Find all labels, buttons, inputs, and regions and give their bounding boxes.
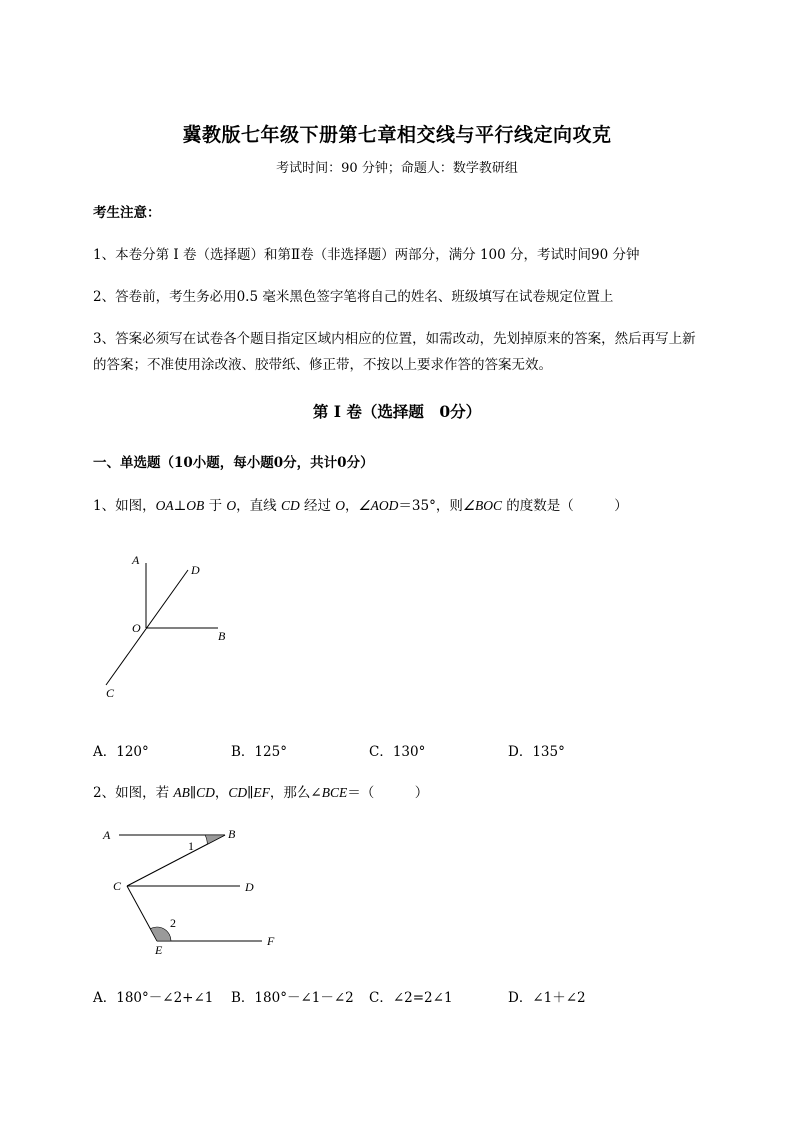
label-b: B	[218, 629, 226, 643]
question-2-figure	[95, 820, 295, 955]
label-angle-1: 1	[188, 839, 194, 853]
page-title: 冀教版七年级下册第七章相交线与平行线定向攻克	[182, 124, 612, 146]
label-d: D	[191, 563, 200, 577]
label-angle-2: 2	[170, 916, 176, 930]
question-2-option-a[interactable]: A．180°－∠2+∠1	[93, 990, 214, 1006]
label-a: A	[132, 553, 140, 567]
question-1-option-a[interactable]: A．120°	[93, 744, 149, 760]
notice-item-3: 3、答案必须写在试卷各个题目指定区域内相应的位置，如需改动，先划掉原来的答案，然后再写上新	[93, 331, 696, 347]
angle-2-marker	[150, 927, 171, 941]
question-2-option-b[interactable]: B．180°－∠1－∠2	[231, 990, 354, 1006]
section-title: 第 I 卷（选择题 0分）	[312, 402, 482, 421]
question-1-option-c[interactable]: C．130°	[369, 744, 426, 760]
angle-1-marker	[205, 835, 225, 844]
question-2-option-c[interactable]: C．∠2=2∠1	[369, 990, 453, 1006]
question-1-figure	[95, 545, 235, 705]
notice-item-1: 1、本卷分第 I 卷（选择题）和第Ⅱ卷（非选择题）两部分，满分 100 分，考试时间90 分钟	[93, 247, 640, 263]
exam-info: 考试时间：90 分钟；命题人：数学教研组	[276, 161, 518, 176]
notice-item-2: 2、答卷前，考生务必用0.5 毫米黑色签字笔将自己的姓名、班级填写在试卷规定位置上	[93, 289, 614, 305]
question-1-option-b[interactable]: B．125°	[231, 744, 287, 760]
notice-heading: 考生注意：	[93, 205, 161, 221]
label-f: F	[267, 934, 275, 948]
label-c: C	[106, 686, 115, 700]
label-a: A	[103, 828, 111, 842]
label-e: E	[155, 943, 163, 955]
part-heading: 一、单选题（10小题，每小题0分，共计0分）	[93, 455, 374, 471]
label-o: O	[132, 621, 141, 635]
label-b: B	[228, 827, 236, 841]
question-2-option-d[interactable]: D．∠1＋∠2	[508, 990, 586, 1006]
question-1-stem: 1、如图，OA⊥OB 于 O，直线 CD 经过 O，∠AOD＝35°，则∠BOC 的度数是（ ）	[93, 498, 628, 514]
label-c: C	[113, 879, 122, 893]
label-d: D	[245, 880, 254, 894]
notice-item-3-cont: 的答案；不准使用涂改液、胶带纸、修正带，不按以上要求作答的答案无效。	[93, 357, 552, 373]
question-1-option-d[interactable]: D．135°	[508, 744, 565, 760]
question-2-stem: 2、如图，若 AB∥CD，CD∥EF，那么∠BCE＝（ ）	[93, 785, 429, 801]
